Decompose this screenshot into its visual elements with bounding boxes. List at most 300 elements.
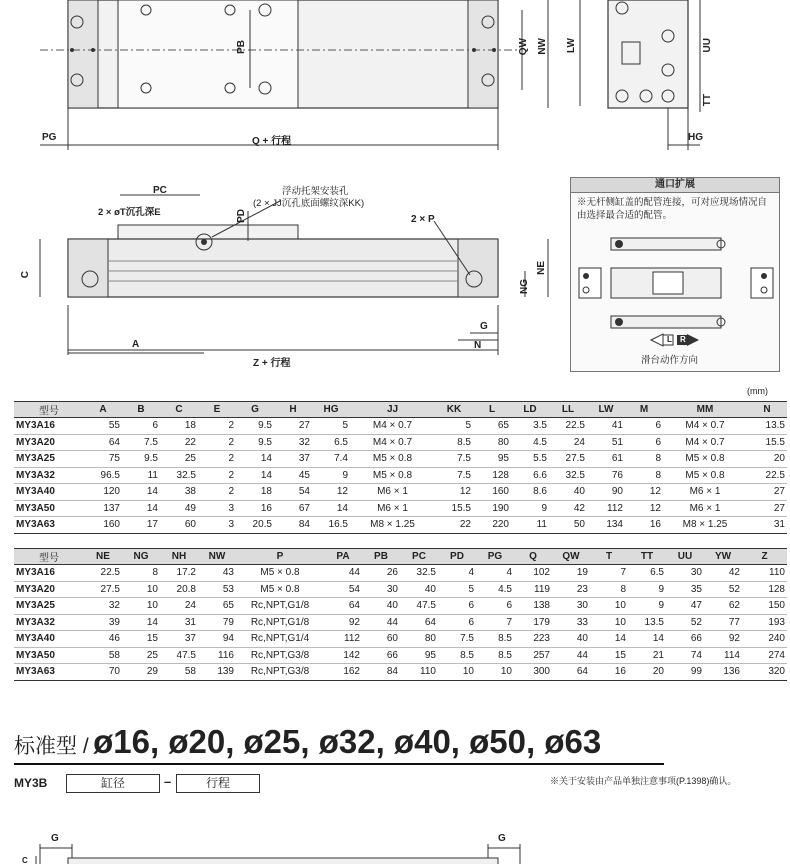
table-row (14, 484, 787, 501)
table-cell: 15 (122, 631, 160, 648)
table-cell: 40 (552, 631, 590, 648)
table-row (14, 664, 787, 681)
table-cell: 66 (666, 631, 704, 648)
table-cell: 27.5 (549, 451, 587, 468)
section-title-prefix: 标准型 / (14, 735, 89, 758)
dash: – (164, 774, 172, 789)
table-cell: 27 (747, 500, 787, 517)
table-cell: 14 (122, 484, 160, 501)
table1-header-1: A (84, 402, 122, 418)
table-cell: 45 (274, 467, 312, 484)
table1-header-row (14, 402, 787, 418)
table-cell: 64 (400, 614, 438, 631)
table-cell: 150 (742, 598, 787, 615)
table-cell: 22.5 (747, 467, 787, 484)
port-direction: 滑台动作方向 (641, 355, 699, 366)
table-cell: 47.5 (400, 598, 438, 615)
model-cell: MY3A25 (14, 451, 84, 468)
table-cell: 51 (587, 434, 625, 451)
table2-header-13: T (590, 549, 628, 565)
spec-table-1 (14, 401, 787, 534)
table-cell: 17.2 (160, 565, 198, 582)
table1-header-9: KK (435, 402, 473, 418)
table-cell: 18 (236, 484, 274, 501)
table-cell: 15 (590, 647, 628, 664)
table-cell: 274 (742, 647, 787, 664)
table-cell: 120 (84, 484, 122, 501)
dim-c: C (20, 271, 31, 279)
table-cell: 64 (552, 664, 590, 681)
table-cell: 29 (122, 664, 160, 681)
table-cell: 54 (324, 581, 362, 598)
table-cell: 37 (160, 631, 198, 648)
table-cell: 8.5 (438, 647, 476, 664)
table-cell: 32.5 (160, 467, 198, 484)
table-cell: 16 (625, 517, 663, 534)
table-cell: 65 (473, 418, 511, 435)
table-cell: 14 (590, 631, 628, 648)
table-cell: 37 (274, 451, 312, 468)
table-row (14, 598, 787, 615)
table-cell: 31 (160, 614, 198, 631)
section-title (14, 723, 601, 761)
table-cell: 40 (400, 581, 438, 598)
table-cell: 6.5 (312, 434, 350, 451)
table-cell: 54 (274, 484, 312, 501)
table-cell: 4.5 (511, 434, 549, 451)
table1-header-3: C (160, 402, 198, 418)
table-cell: 10 (122, 598, 160, 615)
table2-header-17: Z (742, 549, 787, 565)
table1-header-11: LD (511, 402, 549, 418)
table-cell: 32 (274, 434, 312, 451)
table-cell: 32 (84, 598, 122, 615)
table-cell: 7.5 (438, 631, 476, 648)
table-cell: 8.5 (435, 434, 473, 451)
table-cell: 80 (473, 434, 511, 451)
model-cell: MY3A16 (14, 565, 84, 582)
dim-n: N (474, 340, 482, 351)
table-cell: Rc,NPT,G1/4 (236, 631, 324, 648)
side-diagram (0, 175, 560, 375)
float-title: 浮动托架安装孔 (282, 186, 349, 197)
table2-header-2: NG (122, 549, 160, 565)
table-row (14, 631, 787, 648)
table-cell: 6 (476, 598, 514, 615)
table-row (14, 647, 787, 664)
dim-g-right: G (498, 833, 506, 844)
table-cell: 9.5 (236, 418, 274, 435)
table-cell: 27.5 (84, 581, 122, 598)
table-cell: 22.5 (84, 565, 122, 582)
model-cell: MY3A32 (14, 467, 84, 484)
model-cell: MY3A40 (14, 631, 84, 648)
table2-header-7: PB (362, 549, 400, 565)
table-cell: 65 (198, 598, 236, 615)
table2-header-row (14, 549, 787, 565)
table-cell: 4 (438, 565, 476, 582)
table-cell: 64 (84, 434, 122, 451)
table2-header-11: Q (514, 549, 552, 565)
table-cell: 3.5 (511, 418, 549, 435)
table-cell: 19 (552, 565, 590, 582)
table-cell: 39 (84, 614, 122, 631)
table-cell: 10 (122, 581, 160, 598)
table-cell: 52 (704, 581, 742, 598)
table-cell: 80 (400, 631, 438, 648)
dim-ng: NG (519, 279, 530, 294)
table-cell: M6 × 1 (350, 500, 435, 517)
table-cell: 30 (362, 581, 400, 598)
table-cell: 112 (587, 500, 625, 517)
table-cell: 8.5 (476, 647, 514, 664)
table-cell: 128 (742, 581, 787, 598)
table-cell: 94 (198, 631, 236, 648)
table-cell: 42 (704, 565, 742, 582)
table-cell: 58 (84, 647, 122, 664)
table-cell: 47 (666, 598, 704, 615)
table-cell: 8 (625, 467, 663, 484)
table-row (14, 614, 787, 631)
table-cell: 32.5 (400, 565, 438, 582)
table-cell: 38 (160, 484, 198, 501)
table-cell: 75 (84, 451, 122, 468)
table-cell: 79 (198, 614, 236, 631)
table1-header-13: LW (587, 402, 625, 418)
table-cell: 134 (587, 517, 625, 534)
table-cell: 67 (274, 500, 312, 517)
table-cell: Rc,NPT,G3/8 (236, 664, 324, 681)
model-cell: MY3A16 (14, 418, 84, 435)
t-hole-label: 2 × øT沉孔深E (98, 207, 161, 218)
table-cell: M5 × 0.8 (350, 467, 435, 484)
table1-header-8: JJ (350, 402, 435, 418)
table-cell: 119 (514, 581, 552, 598)
table-cell: 16.5 (312, 517, 350, 534)
table-cell: 99 (666, 664, 704, 681)
table2-header-0: 型号 (14, 549, 84, 565)
table-cell: 50 (549, 517, 587, 534)
table-cell: 9.5 (122, 451, 160, 468)
bottom-diagram-drawing (0, 828, 790, 864)
table-cell: 24 (160, 598, 198, 615)
table-cell: 8.5 (476, 631, 514, 648)
table-cell: 220 (473, 517, 511, 534)
dim-pd: PD (236, 209, 247, 223)
table-cell: 92 (324, 614, 362, 631)
table-cell: M4 × 0.7 (663, 434, 747, 451)
table-cell: 14 (312, 500, 350, 517)
table-cell: 7 (590, 565, 628, 582)
table-cell: 8 (590, 581, 628, 598)
unit-label: (mm) (747, 386, 768, 396)
top-diagram-drawing (0, 0, 790, 160)
section-title-rule (14, 763, 664, 765)
table-cell: 42 (549, 500, 587, 517)
table-cell: 96.5 (84, 467, 122, 484)
table-cell: 41 (587, 418, 625, 435)
table-cell: 11 (511, 517, 549, 534)
table-cell: 9 (628, 598, 666, 615)
table-cell: 138 (514, 598, 552, 615)
table-cell: 11 (122, 467, 160, 484)
table1-header-4: E (198, 402, 236, 418)
table-cell: 2 (198, 418, 236, 435)
table-cell: 13.5 (747, 418, 787, 435)
table-cell: 76 (587, 467, 625, 484)
table2-header-4: NW (198, 549, 236, 565)
dim-qw: QW (518, 38, 529, 56)
dim-g: G (480, 321, 488, 332)
table-cell: 44 (552, 647, 590, 664)
table-cell: 25 (160, 451, 198, 468)
table-cell: 21 (628, 647, 666, 664)
dim-a: A (132, 339, 140, 350)
table-cell: 4.5 (476, 581, 514, 598)
table1-header-12: LL (549, 402, 587, 418)
table-cell: 136 (704, 664, 742, 681)
table-cell: 24 (549, 434, 587, 451)
dim-lw: LW (566, 38, 577, 53)
table2-header-16: YW (704, 549, 742, 565)
dim-ne: NE (536, 261, 547, 275)
table-cell: 14 (628, 631, 666, 648)
table-cell: 5.5 (511, 451, 549, 468)
table-cell: 22.5 (549, 418, 587, 435)
table-cell: 2 (198, 484, 236, 501)
table-cell: 14 (122, 614, 160, 631)
table-cell: 43 (198, 565, 236, 582)
table-cell: 102 (514, 565, 552, 582)
table-cell: 22 (435, 517, 473, 534)
model-cell: MY3A50 (14, 647, 84, 664)
table-cell: 27 (747, 484, 787, 501)
table-cell: 77 (704, 614, 742, 631)
table-cell: 10 (590, 614, 628, 631)
table-cell: 46 (84, 631, 122, 648)
table-cell: 7.5 (122, 434, 160, 451)
table-cell: 223 (514, 631, 552, 648)
table-cell: 114 (704, 647, 742, 664)
table-cell: 6.6 (511, 467, 549, 484)
table-cell: 4 (476, 565, 514, 582)
model-cell: MY3A25 (14, 598, 84, 615)
table-cell: 9 (628, 581, 666, 598)
table-cell: M8 × 1.25 (350, 517, 435, 534)
table-cell: M6 × 1 (663, 484, 747, 501)
port-box-drawing (571, 228, 779, 353)
port-box (570, 177, 780, 372)
table-cell: 40 (362, 598, 400, 615)
table2-header-3: NH (160, 549, 198, 565)
table2-header-9: PD (438, 549, 476, 565)
table-cell: 6.5 (628, 565, 666, 582)
table-cell: 60 (160, 517, 198, 534)
table-cell: 6 (438, 598, 476, 615)
table-cell: 66 (362, 647, 400, 664)
table-cell: 55 (84, 418, 122, 435)
table-cell: 160 (84, 517, 122, 534)
table-cell: 6 (625, 418, 663, 435)
table1-header-0: 型号 (14, 402, 84, 418)
dim-pg: PG (42, 132, 57, 143)
table2-header-5: P (236, 549, 324, 565)
table-cell: 23 (552, 581, 590, 598)
dim-z: Z + 行程 (253, 358, 291, 369)
table-cell: 110 (400, 664, 438, 681)
table-row (14, 467, 787, 484)
table-cell: 20 (628, 664, 666, 681)
stroke-box: 行程 (176, 774, 260, 793)
table-cell: 26 (362, 565, 400, 582)
table-cell: Rc,NPT,G1/8 (236, 598, 324, 615)
port-right-label: R (680, 335, 686, 344)
model-cell: MY3A20 (14, 581, 84, 598)
table-cell: 17 (122, 517, 160, 534)
table-row (14, 434, 787, 451)
table-cell: 35 (666, 581, 704, 598)
table-row (14, 418, 787, 435)
table-cell: M5 × 0.8 (350, 451, 435, 468)
table1-header-7: HG (312, 402, 350, 418)
table-cell: M5 × 0.8 (663, 467, 747, 484)
table-cell: 7.5 (435, 451, 473, 468)
table-cell: 10 (476, 664, 514, 681)
table-cell: 62 (704, 598, 742, 615)
table-cell: 13.5 (628, 614, 666, 631)
table-cell: 2 (198, 434, 236, 451)
model-name: MY3B (14, 776, 48, 790)
table1-header-15: MM (663, 402, 747, 418)
float-sub: (2 × JJ沉孔底面螺纹深KK) (253, 198, 365, 209)
table-cell: 110 (742, 565, 787, 582)
table-cell: 179 (514, 614, 552, 631)
table-cell: 30 (552, 598, 590, 615)
table-cell: 44 (362, 614, 400, 631)
table-cell: 240 (742, 631, 787, 648)
model-cell: MY3A63 (14, 517, 84, 534)
table-cell: 12 (435, 484, 473, 501)
table-cell: M6 × 1 (663, 500, 747, 517)
table-cell: 31 (747, 517, 787, 534)
section-note: ※关于安装由产品单独注意事项(P.1398)确认。 (550, 776, 737, 786)
table-cell: 3 (198, 517, 236, 534)
dim-nw: NW (537, 38, 548, 55)
table-cell: 7.4 (312, 451, 350, 468)
table-cell: 3 (198, 500, 236, 517)
table-cell: 9.5 (236, 434, 274, 451)
table-cell: 40 (549, 484, 587, 501)
table-cell: Rc,NPT,G1/8 (236, 614, 324, 631)
table-cell: 27 (274, 418, 312, 435)
table-cell: 137 (84, 500, 122, 517)
top-diagram (0, 0, 790, 160)
table-cell: 162 (324, 664, 362, 681)
section-title-sizes: ø16, ø20, ø25, ø32, ø40, ø50, ø63 (93, 723, 602, 760)
table-cell: 74 (666, 647, 704, 664)
model-cell: MY3A50 (14, 500, 84, 517)
model-cell: MY3A63 (14, 664, 84, 681)
dim-c-bottom: C (22, 856, 28, 865)
dim-tt: TT (702, 94, 713, 107)
table-cell: 9 (511, 500, 549, 517)
table-cell: 9 (312, 467, 350, 484)
table-cell: 64 (324, 598, 362, 615)
table-cell: 160 (473, 484, 511, 501)
table-cell: 70 (84, 664, 122, 681)
table-cell: 300 (514, 664, 552, 681)
table-row (14, 565, 787, 582)
model-cell: MY3A40 (14, 484, 84, 501)
table-cell: 52 (666, 614, 704, 631)
table2-header-12: QW (552, 549, 590, 565)
table-cell: M4 × 0.7 (350, 418, 435, 435)
table-cell: 95 (473, 451, 511, 468)
bottom-diagram (0, 828, 790, 864)
table-cell: 61 (587, 451, 625, 468)
dim-hg: HG (688, 132, 703, 143)
table-cell: 7.5 (435, 467, 473, 484)
table-cell: M4 × 0.7 (663, 418, 747, 435)
table-cell: M5 × 0.8 (663, 451, 747, 468)
table-cell: 2 (198, 451, 236, 468)
table1-header-5: G (236, 402, 274, 418)
table-cell: 12 (625, 484, 663, 501)
table-cell: 190 (473, 500, 511, 517)
table1-header-10: L (473, 402, 511, 418)
dim-uu: UU (702, 38, 713, 53)
table-cell: 20.8 (160, 581, 198, 598)
table2-header-15: UU (666, 549, 704, 565)
table-cell: 2 (198, 467, 236, 484)
dim-pb: PB (236, 40, 247, 54)
table-cell: 22 (160, 434, 198, 451)
table-cell: 25 (122, 647, 160, 664)
table-cell: 6 (438, 614, 476, 631)
table-cell: 16 (590, 664, 628, 681)
table-cell: 49 (160, 500, 198, 517)
table-cell: M5 × 0.8 (236, 565, 324, 582)
table-cell: 92 (704, 631, 742, 648)
table-cell: 10 (438, 664, 476, 681)
dim-q: Q + 行程 (252, 136, 292, 147)
table2-header-14: TT (628, 549, 666, 565)
table-cell: 60 (362, 631, 400, 648)
table-cell: 20 (747, 451, 787, 468)
table2-header-10: PG (476, 549, 514, 565)
table-cell: 128 (473, 467, 511, 484)
table-cell: 6 (122, 418, 160, 435)
table-cell: 33 (552, 614, 590, 631)
table-cell: 14 (236, 451, 274, 468)
port-left-label: L (667, 335, 672, 344)
model-cell: MY3A20 (14, 434, 84, 451)
table-cell: 14 (236, 467, 274, 484)
table2-header-6: PA (324, 549, 362, 565)
table-cell: 58 (160, 664, 198, 681)
table-cell: 8 (625, 451, 663, 468)
port-box-title: 通口扩展 (571, 178, 779, 193)
table1-header-14: M (625, 402, 663, 418)
dim-p: 2 × P (411, 214, 435, 225)
table-cell: 112 (324, 631, 362, 648)
table-cell: 320 (742, 664, 787, 681)
table-cell: 7 (476, 614, 514, 631)
table-cell: 18 (160, 418, 198, 435)
table-cell: 5 (312, 418, 350, 435)
table-cell: 47.5 (160, 647, 198, 664)
table-cell: M8 × 1.25 (663, 517, 747, 534)
